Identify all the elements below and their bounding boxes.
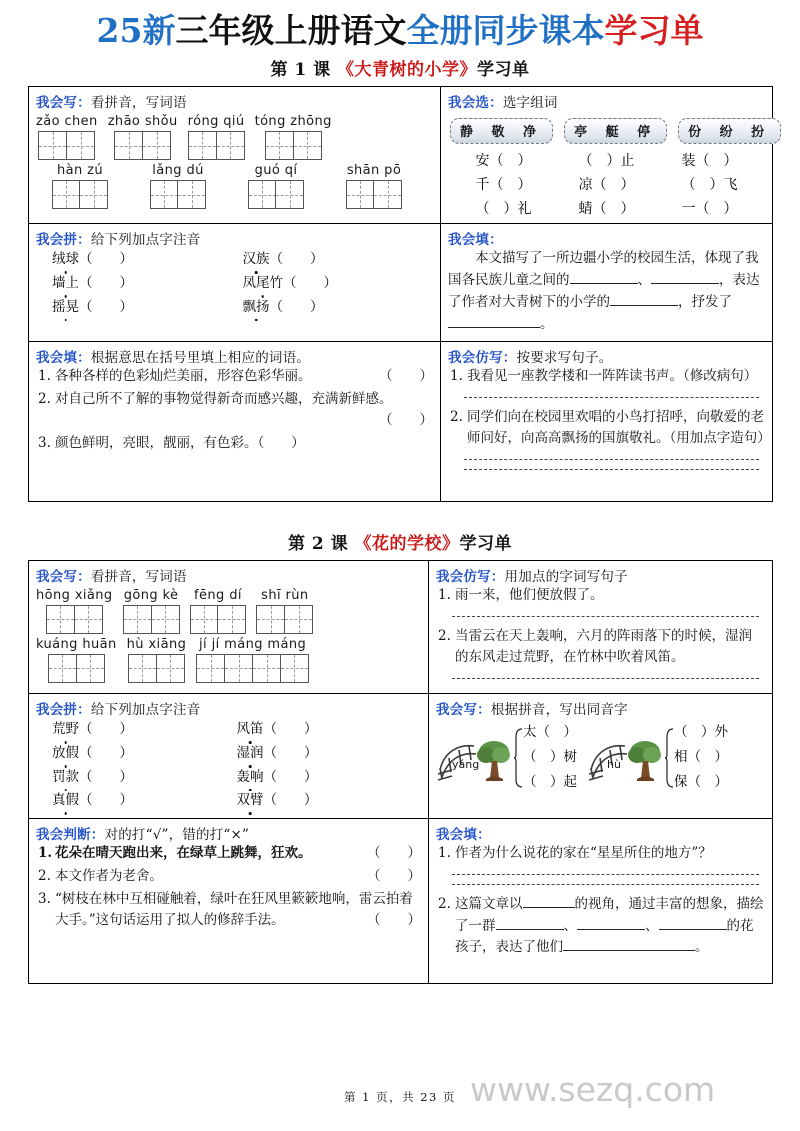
pinyin-label: hù xiāng [126,636,187,652]
homophone-item[interactable]: （ ）树 [523,749,577,766]
choice-item[interactable]: 蜻（ ） [578,201,635,218]
title-part-red: 学习单 [604,11,704,50]
l1-imitate-instruction: 按要求写句子。 [516,349,613,366]
pinyin-label: shān pō [346,163,402,179]
l2-write-instruction: 看拼音，写词语 [90,568,187,585]
l1-write-header [36,91,433,111]
list-item[interactable]: 3. “树枝在林中互相碰触着，绿叶在狂风里簌簌地响，雷云拍着大手。”这句话运用了拟人的修辞手法。 （ ） [38,890,421,929]
pinyin-item[interactable]: 绒球（ ） [52,248,243,272]
pinyin-label: gōng kè [123,587,179,603]
l1-imitate-header [448,346,765,366]
homophone-items [523,720,577,795]
item-text: 作者为什么说花的家在“星星所住的地方”？ [455,844,712,861]
pinyin-word: 真假 [52,792,79,809]
pinyin-group [36,114,98,160]
l1-pinyin-header [36,228,433,248]
table-row [29,818,773,983]
pinyin-word: 飘扬 [242,298,270,315]
pinyin-item[interactable]: 湿润（ ） [237,742,422,766]
pinyin-group [123,588,180,634]
list-item[interactable]: 2. 对自己所不了解的事物觉得新奇而感兴趣，充满新鲜感。 （ ） [38,390,433,429]
tianzige-boxes[interactable] [256,605,313,634]
pinyin-item[interactable]: 凤尾竹（ ） [243,272,434,296]
fill-text-f: 。 [695,939,709,956]
l2-judge-items [36,843,421,932]
pinyin-group [232,163,320,209]
l2-write-header [36,565,421,585]
list-item[interactable]: 1. 雨一来，他们便放假了。 [438,585,765,607]
l2-homophone-cell [429,694,773,819]
pinyin-item[interactable]: 汉族（ ） [243,248,434,272]
pinyin-group [36,163,124,209]
page-footer: 第 1 页，共 23 页 [343,1090,457,1104]
lesson-2-worksheet [28,560,773,984]
lesson-2-prefix: 第 2 课 [287,533,349,554]
pinyin-word: 罚款 [52,768,79,785]
tianzige-boxes[interactable] [196,654,309,683]
l1-fill2-header [36,346,433,366]
lesson-2-heading [28,529,772,554]
tianzige-boxes[interactable] [123,605,180,634]
pinyin-label: jí jí máng máng [199,636,307,652]
fence-tree-icon [587,730,673,786]
l2-fill-cell [429,818,773,983]
table-row [29,87,773,224]
lesson-1-prefix: 第 1 课 [270,60,331,81]
pinyin-word: 双臂 [236,792,264,809]
l1-fill1-header: 我会填： [448,232,503,249]
fill-text-a: 本文描写了一所边疆小学的校园生活，体现了我国各民族儿童之间的 [448,250,759,289]
answer-line[interactable] [452,678,759,679]
choice-item[interactable]: 装（ ） [681,153,738,170]
l1-write-instruction: 看拼音，写词语 [90,95,187,112]
choice-pill[interactable]: 静 敬 净 [450,118,553,144]
title-part-black: 三年级上册语文 [175,11,407,50]
list-item[interactable]: 2. 这篇文章以 的视角，通过丰富的想象，描绘了一群 、 、 的花孩子，表达了他们 。 [438,895,764,956]
choice-item[interactable]: 一（ ） [681,201,738,218]
page-title [28,0,772,50]
homophone-item[interactable]: 保（ ） [674,774,728,791]
watermark: www.sezq.com [470,1070,716,1109]
pinyin-label: shī rùn [261,587,309,603]
answer-line[interactable] [464,459,759,460]
tianzige-boxes[interactable] [36,180,124,209]
pinyin-label: tóng zhōng [254,114,332,130]
item-text: 同学们向在校园里欢唱的小鸟打招呼，向敬爱的老师问好，向高高飘扬的国旗敬礼。（用加点字造句） [467,408,771,447]
l1-choose-label: 我会选： [448,95,503,112]
l2-judge-cell [29,818,429,983]
list-item[interactable]: 2. 当雷云在天上轰响，六月的阵雨落下的时候，湿润的东风走过荒野，在竹林中吹着风笛。 [438,626,765,670]
tianzige-boxes[interactable] [188,131,245,160]
l2-judge-label: 我会判断： [36,826,105,843]
table-row [29,224,773,341]
list-item[interactable]: 1. 各种各样的色彩灿烂美丽，形容色彩华丽。 （ ） [38,367,433,384]
pinyin-item[interactable]: 轰响（ ） [237,766,422,790]
homophone-item[interactable]: 相（ ） [674,749,728,766]
l2-judge-header [36,823,421,843]
table-row [29,341,773,501]
fill-text-e: 。 [540,315,554,332]
pinyin-item[interactable]: 荒野（ ） [52,718,237,742]
answer-line[interactable] [464,397,759,398]
item-text: 我看见一座教学楼和一阵阵读书声。（修改病句） [467,367,758,384]
l2-judge-instruction: 对的打“√”，错的打“×” [104,826,250,843]
pinyin-item[interactable]: 双臂（ ） [237,789,422,813]
l2-pinyin-header [36,698,421,718]
list-item[interactable]: 1. 作者为什么说花的家在“星星所住的地方”？ [438,843,765,865]
pinyin-group [134,163,222,209]
l1-choose-cell [441,87,773,224]
list-item[interactable]: 2. 本文作者为老舍。 （ ） [38,867,421,884]
l2-pinyin-instruction: 给下列加点字注音 [90,702,201,719]
pinyin-word: 风笛 [236,721,264,738]
l1-write-label: 我会写： [36,95,91,112]
l1-pinyin-label: 我会拼： [36,232,91,249]
title-part-blue-1: 25新 [96,11,176,50]
tianzige-boxes[interactable] [108,131,178,160]
pinyin-word: 墙上 [52,274,79,291]
lesson-1-name: 《大青树的小学》 [337,60,478,81]
list-item[interactable]: 1. 我看见一座教学楼和一阵阵读书声。（修改病句） [450,366,765,388]
pinyin-label: guó qí [254,163,298,179]
tianzige-boxes[interactable] [255,131,332,160]
l2-imitate-cell [429,560,773,694]
item-text: 当雷云在天上轰响，六月的阵雨落下的时候，湿润的东风走过荒野，在竹林中吹着风笛。 [455,627,752,666]
pinyin-item[interactable]: 真假（ ） [52,789,237,813]
pinyin-word: 绒球 [52,251,79,268]
l1-fill1-cell [441,224,773,341]
pinyin-group [188,114,245,160]
fill-text-d: 、 [645,917,659,934]
lesson-2-suffix: 学习单 [459,533,513,554]
l1-fill2-items [36,366,433,455]
pinyin-label: hōng xiǎng [36,587,113,603]
l2-imitate-label: 我会仿写： [436,568,505,585]
l1-pinyin-items [36,248,433,319]
l2-homophone-instruction: 根据拼音，写出同音字 [490,702,628,719]
list-item[interactable]: 2. 同学们向在校园里欢唱的小鸟打招呼，向敬爱的老师问好，向高高飘扬的国旗敬礼。（用加点字造句） [450,407,765,451]
pinyin-group [330,163,418,209]
pinyin-group [256,588,313,634]
tianzige-boxes[interactable] [36,654,117,683]
pinyin-item[interactable]: 罚款（ ） [52,766,237,790]
l1-choice-pills [450,118,772,144]
pinyin-group [36,588,113,634]
homophone-item[interactable]: 太（ ） [523,724,577,741]
l2-write-row-2 [36,637,421,683]
l2-homophone-groups [436,720,765,795]
lesson-1-heading [28,55,772,80]
l2-write-cell [29,560,429,694]
tianzige-boxes[interactable] [232,180,320,209]
l2-write-label: 我会写： [36,568,91,585]
l2-imitate-items [436,585,765,680]
l1-write-row-1 [36,114,433,160]
fill-text-a: 这篇文章以 [455,895,523,912]
pinyin-label-yang: yáng [452,757,480,771]
pinyin-label: zǎo chen [36,114,98,130]
fill-text-c: 、 [563,917,577,934]
choice-item[interactable]: （ ）止 [578,153,635,170]
pinyin-group [190,588,247,634]
homophone-item[interactable]: （ ）外 [674,724,728,741]
choice-item[interactable]: 千（ ） [475,177,532,194]
tianzige-boxes[interactable] [36,131,98,160]
item-text: 本文作者为老舍。 [55,867,163,884]
tianzige-boxes[interactable] [134,180,222,209]
l1-choice-items [448,150,765,218]
l1-write-row-2 [36,163,433,209]
tianzige-boxes[interactable] [190,605,247,634]
pinyin-item[interactable]: 摇晃（ ） [52,296,243,320]
homophone-group [436,720,577,795]
pinyin-word: 荒野 [52,721,79,738]
l1-imitate-cell [441,341,773,501]
fill-text-c: ，表达了作者对大青树下的小学的 [448,272,760,310]
tianzige-boxes[interactable] [330,180,418,209]
l1-write-cell [29,87,441,224]
l1-fill2-label: 我会填： [36,349,91,366]
l2-imitate-instruction: 用加点的字词写句子 [504,568,628,585]
tianzige-boxes[interactable] [36,605,113,634]
pinyin-group [108,114,178,160]
pinyin-label: róng qiú [187,114,245,130]
table-row [29,560,773,694]
lesson-1-suffix: 学习单 [477,60,530,81]
fill-text-b: 的视角，通过丰富的想象，描绘了一群 [455,895,764,934]
l1-imitate-label: 我会仿写： [448,349,517,366]
l2-fill-items [436,843,765,959]
table-row [29,694,773,819]
pinyin-item[interactable]: 飘扬（ ） [243,296,434,320]
pinyin-label-hu: hù [607,757,621,771]
pinyin-label: fēng dí [194,587,242,603]
pinyin-group [255,114,332,160]
pinyin-item[interactable]: 风笛（ ） [237,718,422,742]
l1-choose-header [448,91,765,111]
pinyin-item[interactable]: 墙上（ ） [52,272,243,296]
item-text: 花朵在晴天跑出来，在绿草上跳舞，狂欢。 [55,844,312,861]
l1-choose-instruction: 选字组词 [502,95,558,112]
section-gap [28,502,772,524]
tianzige-boxes[interactable] [127,654,187,683]
l2-write-row-1 [36,588,421,634]
pinyin-item[interactable]: 放假（ ） [52,742,237,766]
answer-line[interactable] [452,616,759,617]
pinyin-word: 汉族 [242,251,270,268]
l1-fill2-cell [29,341,441,501]
l2-pinyin-items [36,718,421,813]
choice-item[interactable]: 凉（ ） [578,177,635,194]
list-item[interactable]: 3. 颜色鲜明，亮眼，靓丽，有色彩。（ ） [38,435,305,452]
fill-text-e: 的花孩子，表达了他们 [455,917,754,956]
l1-imitate-items [448,366,771,471]
item-text: 对自己所不了解的事物觉得新奇而感兴趣，充满新鲜感。 [55,390,393,407]
pinyin-group [127,637,187,683]
l2-homophone-header [436,698,765,718]
pinyin-word: 湿润 [236,744,264,761]
lesson-1-worksheet [28,86,773,501]
l2-fill-header: 我会填： [436,826,491,843]
title-part-blue-2: 全册同步课本 [406,11,605,50]
answer-line[interactable] [452,884,759,885]
item-text: 各种各样的色彩灿烂美丽，形容色彩华丽。 [55,367,312,384]
pinyin-label: hàn zú [56,163,104,179]
brace-icon [665,727,674,789]
list-item[interactable]: 1. 花朵在晴天跑出来，在绿草上跳舞，狂欢。 （ ） [38,844,421,861]
pinyin-group [36,637,117,683]
l2-homophone-label: 我会写： [436,702,491,719]
homophone-items [674,720,728,795]
l1-pinyin-instruction: 给下列加点字注音 [90,232,201,249]
fence-tree-icon [436,730,522,786]
item-text: “树枝在林中互相碰触着，绿叶在狂风里簌簌地响，雷云拍着大手。”这句话运用了拟人的修辞手法。 [55,890,413,929]
l2-imitate-header [436,565,765,585]
pinyin-word: 轰响 [236,768,264,785]
answer-line[interactable] [452,874,759,875]
l2-pinyin-label: 我会拼： [36,702,91,719]
brace-icon [514,727,523,789]
choice-item[interactable]: （ ）飞 [681,177,738,194]
pinyin-label: lǎng dú [152,163,204,179]
choice-pill[interactable]: 亭 艇 停 [564,118,667,144]
pinyin-group [196,637,309,683]
choice-item[interactable]: 安（ ） [475,153,532,170]
lesson-2-name: 《花的学校》 [354,533,460,554]
pinyin-label: kuáng huān [36,636,117,652]
choice-item[interactable]: （ ）礼 [475,201,532,218]
l1-fill2-instruction: 根据意思在括号里填上相应的词语。 [90,349,311,366]
pinyin-word: 凤尾竹 [242,274,283,291]
item-text: 颜色鲜明，亮眼，靓丽，有色彩。 [55,435,258,452]
fill-text-b: 、 [637,272,651,289]
pinyin-word: 放假 [52,744,79,761]
l1-fill1-text[interactable] [448,248,765,335]
item-text: 雨一来，他们便放假了。 [455,586,604,603]
homophone-item[interactable]: （ ）起 [523,774,577,791]
pinyin-label: zhāo shǒu [107,114,178,130]
answer-line[interactable] [464,469,759,470]
choice-pill[interactable]: 份 纷 扮 [678,118,781,144]
l2-pinyin-cell [29,694,429,819]
homophone-group [587,720,728,795]
fill-text-d: ，抒发了 [678,293,732,310]
l1-pinyin-cell [29,224,441,341]
pinyin-word: 摇晃 [52,298,79,315]
